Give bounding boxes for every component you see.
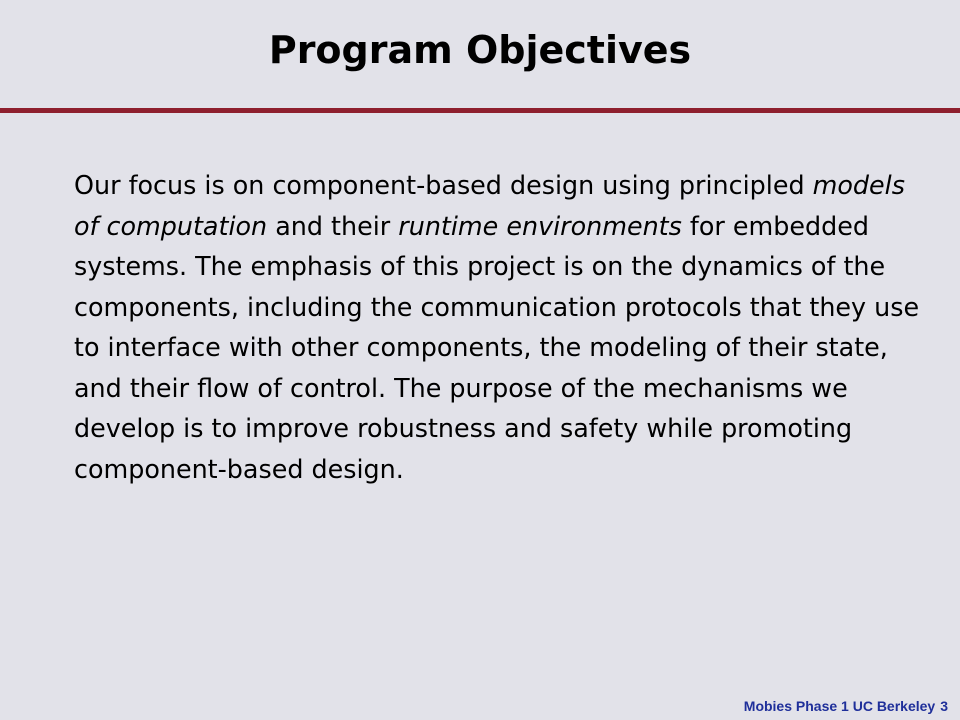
slide-title: Program Objectives xyxy=(268,28,692,72)
slide-footer xyxy=(739,698,948,714)
title-divider xyxy=(0,108,960,113)
page-number: 3 xyxy=(940,698,948,714)
body-paragraph xyxy=(74,165,924,489)
body-text-segment: and their xyxy=(267,210,399,241)
body-text-segment: for embedded systems. The emphasis of this project is on the dynamics of the components, including the communication protocols that they use to interface with other components, the modeling of their state, and their flow of control. The purpose of the mechanisms we develop is to improve robustness and safety while promoting component-based design. xyxy=(74,210,920,484)
body-italic-runtime-environments: runtime environments xyxy=(398,210,682,241)
footer-label: Mobies Phase 1 UC Berkeley xyxy=(743,698,936,714)
body-italic-models-of-computation: models of computation xyxy=(74,170,905,241)
body-text-segment: Our focus is on component-based design using principled xyxy=(74,170,813,200)
